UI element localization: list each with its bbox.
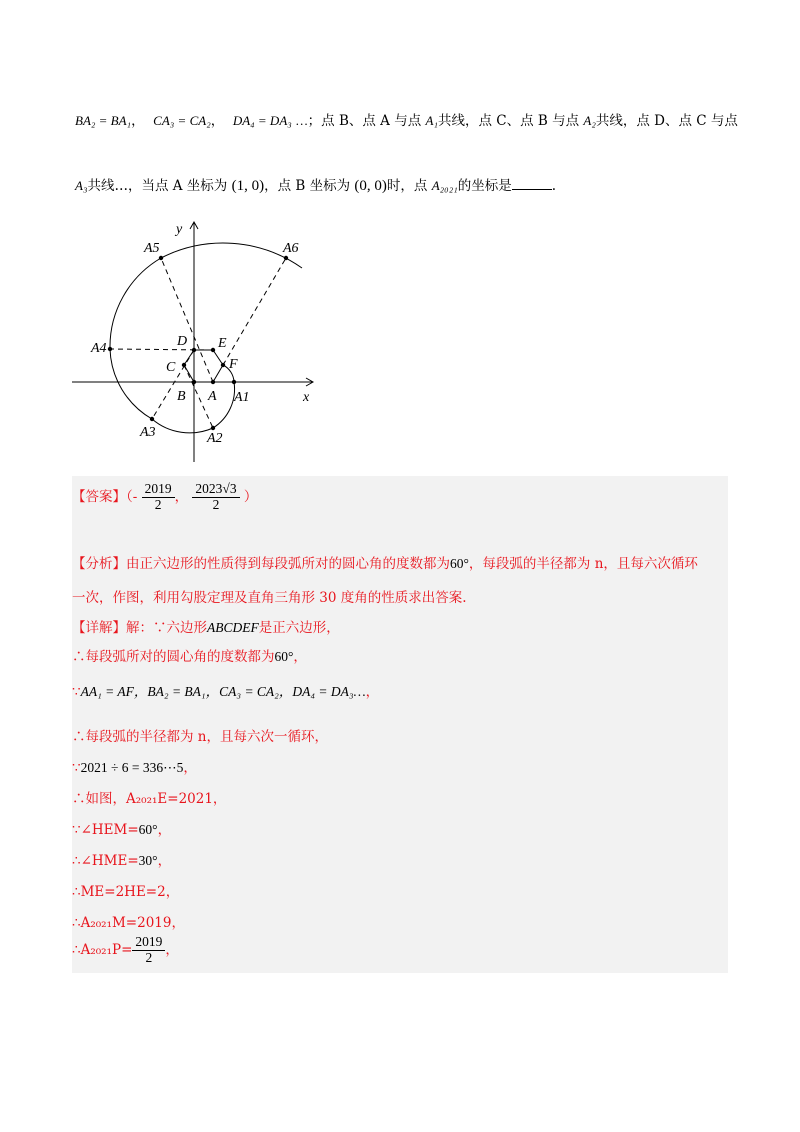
point-a1: A₁	[425, 113, 438, 128]
detail-text: ∴A₂₀₂₁P=	[72, 941, 133, 958]
detail-line-4: ∴每段弧的半径都为 n，且每六次一循环，	[72, 729, 328, 745]
detail-tag: 【详解】	[72, 620, 126, 636]
detail-line-9: ∴ME=2HE=2，	[72, 884, 180, 900]
detail-text: 解：∵六边形	[126, 620, 207, 636]
detail-text: ∵	[72, 684, 81, 700]
label-a5: A5	[144, 241, 160, 256]
detail-line-1	[72, 616, 340, 636]
answer-comma: ，	[174, 488, 189, 505]
detail-text: ∵∠HEM=	[72, 822, 139, 838]
coordinate-b: (0, 0)	[354, 178, 387, 194]
division-expression: 2021 ÷ 6 = 336⋯5	[80, 760, 184, 775]
label-x: x	[303, 390, 310, 405]
answer-open: （-	[126, 488, 138, 505]
answer-close: ）	[243, 488, 258, 505]
arc-a5-a6	[161, 243, 302, 268]
answer-line	[72, 482, 257, 513]
detail-text: ，	[157, 853, 172, 869]
detail-equations: AA₁ = AF，BA₂ = BA₁，CA₃ = CA₂，DA₄ = DA₃…	[80, 684, 366, 699]
detail-text: ，	[157, 822, 172, 838]
label-c: C	[166, 360, 176, 375]
detail-fraction-numerator: 2019	[132, 935, 165, 951]
equation-ca3-ca2: CA₃ = CA₂	[153, 113, 211, 128]
answer-y-fraction	[192, 482, 239, 513]
detail-text: ，	[365, 684, 380, 700]
detail-line-6: ∴如图，A₂₀₂₁E=2021，	[72, 791, 227, 807]
question-text: 共线，点 D、点 C 与点	[595, 113, 738, 129]
label-e: E	[218, 336, 227, 351]
question-text: 时，点	[386, 178, 428, 194]
point-a1-dot	[232, 380, 236, 384]
detail-fraction	[132, 935, 165, 966]
angle-hem-value: 60°	[138, 822, 158, 837]
label-y: y	[176, 222, 183, 237]
hexagon-name: ABCDEF	[207, 620, 259, 635]
analysis-degree: 60°	[450, 556, 469, 571]
point-a3-dot	[150, 417, 154, 421]
point-a2-dot	[211, 426, 215, 430]
period: .	[551, 178, 557, 194]
analysis-line-2: 一次，作图，利用勾股定理及直角三角形 30 度角的性质求出答案.	[72, 590, 467, 606]
equation-da4-da3: DA₄ = DA₃	[232, 113, 292, 128]
label-a2: A2	[207, 431, 223, 446]
detail-text: ∴每段弧所对的圆心角的度数都为	[72, 649, 275, 665]
arc-a4-a5	[110, 258, 161, 349]
answer-tag: 【答案】	[72, 488, 126, 505]
point-b	[192, 380, 196, 384]
detail-line-11	[72, 935, 179, 966]
point-a4-dot	[108, 347, 112, 351]
detail-line-2	[72, 645, 307, 665]
analysis-tag: 【分析】	[72, 556, 126, 572]
point-c	[182, 363, 186, 367]
answer-x-numerator: 2019	[142, 482, 175, 498]
detail-text: ∵	[72, 760, 81, 776]
arc-a2-a3	[152, 419, 213, 433]
answer-y-numerator: 2023√3	[192, 482, 239, 498]
analysis-text: 由正六边形的性质得到每段弧所对的圆心角的度数都为	[126, 556, 450, 572]
label-f: F	[229, 357, 238, 372]
detail-line-7	[72, 818, 171, 838]
point-a	[211, 380, 215, 384]
answer-x-fraction	[142, 482, 175, 513]
detail-line-5	[72, 756, 197, 776]
point-d	[192, 348, 196, 352]
label-a3: A3	[140, 425, 156, 440]
point-f	[221, 363, 225, 367]
label-a: A	[208, 389, 217, 404]
label-d: D	[177, 334, 188, 349]
analysis-text: ，每段弧的半径都为 n，且每六次循环	[468, 556, 698, 572]
detail-text: ∴∠HME=	[72, 853, 139, 869]
detail-line-10: ∴A₂₀₂₁M=2019，	[72, 915, 185, 931]
detail-text: ，	[293, 649, 307, 665]
detail-line-8	[72, 849, 171, 869]
detail-fraction-denominator: 2	[145, 949, 153, 965]
question-text: ，点 B 坐标为	[264, 178, 351, 194]
equation-ba2-ba1: BA₂ = BA₁	[75, 113, 132, 128]
arc-a3-a4	[110, 349, 152, 419]
point-a2: A₂	[583, 113, 596, 128]
ellipsis: …	[296, 113, 308, 128]
point-a5-dot	[159, 256, 163, 260]
question-text: 共线…，当点 A 坐标为	[87, 178, 228, 194]
label-a6: A6	[283, 241, 299, 256]
detail-text: 是正六边形，	[258, 620, 340, 636]
detail-text: ，	[183, 760, 197, 776]
detail-degree: 60°	[274, 649, 294, 664]
dashed-f-a6	[223, 258, 286, 365]
analysis-line-1	[72, 552, 698, 572]
label-a1: A1	[234, 390, 250, 405]
answer-x-denominator: 2	[154, 496, 162, 512]
question-text: ；点 B、点 A 与点	[307, 113, 422, 129]
detail-line-3	[72, 680, 379, 700]
point-a6-dot	[284, 256, 288, 260]
point-a2021: A₂₀₂₁	[431, 178, 458, 193]
label-a4: A4	[91, 341, 107, 356]
question-text: 的坐标是	[457, 178, 512, 194]
question-line-1: BA₂ = BA₁， CA₃ = CA₂， DA₄ = DA₃ …；点 B、点 A 与点 A₁共线，点 C、点 B 与点 A₂共线，点 D、点 C 与点	[75, 113, 738, 129]
label-b: B	[177, 389, 186, 404]
detail-text: ，	[165, 941, 179, 958]
coordinate-a: (1, 0)	[231, 178, 265, 194]
answer-blank	[512, 177, 552, 190]
question-line-2	[75, 174, 556, 195]
point-e	[211, 348, 215, 352]
geometry-figure	[60, 208, 330, 470]
question-text: 共线，点 C、点 B 与点	[437, 113, 580, 129]
point-a3: A₃	[75, 178, 88, 193]
angle-hme-value: 30°	[138, 853, 158, 868]
answer-y-denominator: 2	[212, 496, 220, 512]
